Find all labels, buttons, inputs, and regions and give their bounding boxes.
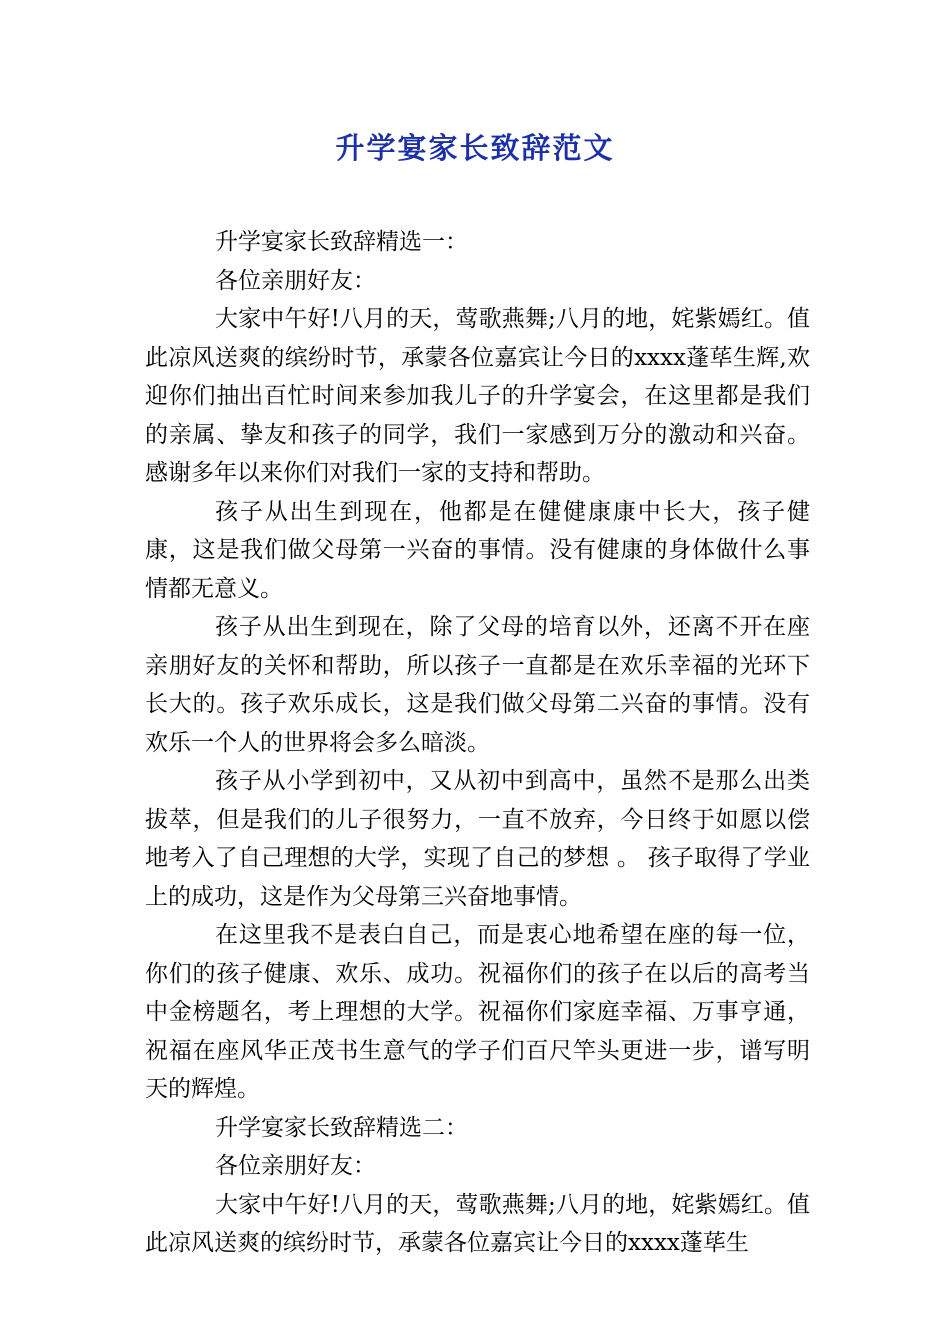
section-heading-2: 升学宴家长致辞精选二： [215,1114,468,1141]
body-paragraph: 孩子从小学到初中，又从初中到高中，虽然不是那么出类拔萃，但是我们的儿子很努力，一直不放弃，今日终于如愿以偿地考入了自己理想的大学，实现了自己的梦想 。 孩子取得了学业上的成功，这是作为父母第三兴奋地事情。 [145,768,810,910]
salutation: 各位亲朋好友： [215,267,376,294]
salutation: 各位亲朋好友： [215,1153,376,1179]
body-paragraph: 在这里我不是表白自己，而是衷心地希望在座的每一位，你们的孩子健康、欢乐、成功。祝福你们的孩子在以后的高考当中金榜题名，考上理想的大学。祝福你们家庭幸福、万事亨通，祝福在座风华正茂书生意气的学子们百尺竿头更进一步，谱写明天的辉煌。 [145,922,810,1102]
document-body [145,223,810,1263]
body-paragraph: 孩子从出生到现在，他都是在健健康康中长大，孩子健康，这是我们做父母第一兴奋的事情。没有健康的身体做什么事情都无意义。 [145,498,810,602]
body-paragraph: 大家中午好!八月的天，莺歌燕舞;八月的地，姹紫嫣红。值此凉风送爽的缤纷时节，承蒙各位嘉宾让今日的xxxx蓬荜生辉,欢迎你们抽出百忙时间来参加我儿子的升学宴会，在这里都是我们的亲属、挚友和孩子的同学，我们一家感到万分的激动和兴奋。感谢多年以来你们对我们一家的支持和帮助。 [145,306,810,486]
section-heading-1: 升学宴家长致辞精选一： [215,229,468,255]
document-title: 升学宴家长致辞范文 [335,131,615,165]
body-paragraph: 大家中午好!八月的天，莺歌燕舞;八月的地，姹紫嫣红。值此凉风送爽的缤纷时节，承蒙各位嘉宾让今日的xxxx蓬荜生 [145,1191,810,1256]
body-paragraph: 孩子从出生到现在，除了父母的培育以外，还离不开在座亲朋好友的关怀和帮助，所以孩子一直都是在欢乐幸福的光环下长大的。孩子欢乐成长，这是我们做父母第二兴奋的事情。没有欢乐一个人的世界将会多么暗淡。 [145,614,810,756]
